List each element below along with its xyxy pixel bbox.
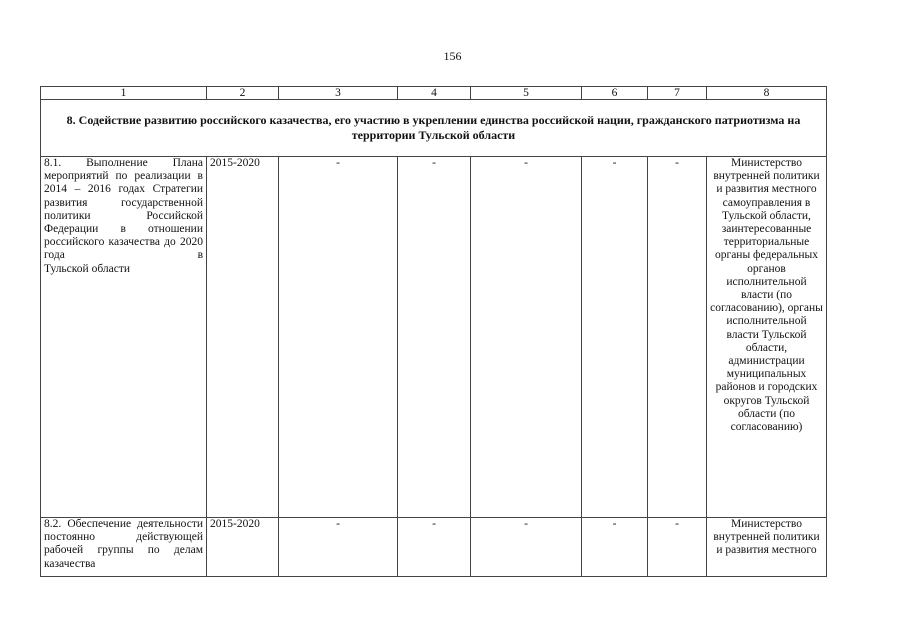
table-row	[41, 157, 827, 518]
period-cell: 2015-2020	[207, 518, 279, 577]
activity-description	[41, 157, 207, 518]
column-number: 5	[471, 87, 582, 100]
value-cell: -	[648, 518, 707, 577]
value-cell: -	[648, 157, 707, 518]
column-number-row	[41, 87, 827, 100]
value-cell: -	[582, 518, 648, 577]
activity-description-text: 8.1. Выполнение Плана мероприятий по реализации в 2014 – 2016 годах Стратегии развития государственной политики Российской Федерации в отношении российского казачества до 2020 года в	[44, 157, 203, 262]
column-number: 7	[648, 87, 707, 100]
column-number: 3	[279, 87, 398, 100]
page-number: 156	[443, 49, 462, 63]
value-cell: -	[398, 518, 471, 577]
column-number: 1	[41, 87, 207, 100]
responsible-executor: Министерство внутренней политики и развития местного	[707, 518, 827, 577]
plan-table	[40, 86, 827, 577]
column-number: 4	[398, 87, 471, 100]
value-cell: -	[279, 157, 398, 518]
value-cell: -	[471, 518, 582, 577]
table-row	[41, 518, 827, 577]
section-row	[41, 100, 827, 157]
activity-description-last-line: Тульской области	[44, 262, 131, 275]
section-title: 8. Содействие развитию российского казачества, его участию в укреплении единства российской нации, гражданского патриотизма на территории Тульской области	[41, 100, 827, 157]
column-number: 6	[582, 87, 648, 100]
value-cell: -	[582, 157, 648, 518]
activity-description	[41, 518, 207, 577]
period-cell: 2015-2020	[207, 157, 279, 518]
value-cell: -	[398, 157, 471, 518]
activity-description-text: 8.2. Обеспечение деятельности постоянно действующей рабочей группы по делам казачества	[44, 518, 203, 570]
value-cell: -	[471, 157, 582, 518]
responsible-executor: Министерство внутренней политики и развития местного самоуправления в Тульской области, заинтересованные территориальные органы федеральных органов исполнительной власти (по согласованию), органы исполнительной власти Тульской области, администрации муниципальных районов и городских округов Тульской области (по согласованию)	[707, 157, 827, 518]
page-cutoff	[0, 578, 905, 640]
column-number: 2	[207, 87, 279, 100]
value-cell: -	[279, 518, 398, 577]
column-number: 8	[707, 87, 827, 100]
